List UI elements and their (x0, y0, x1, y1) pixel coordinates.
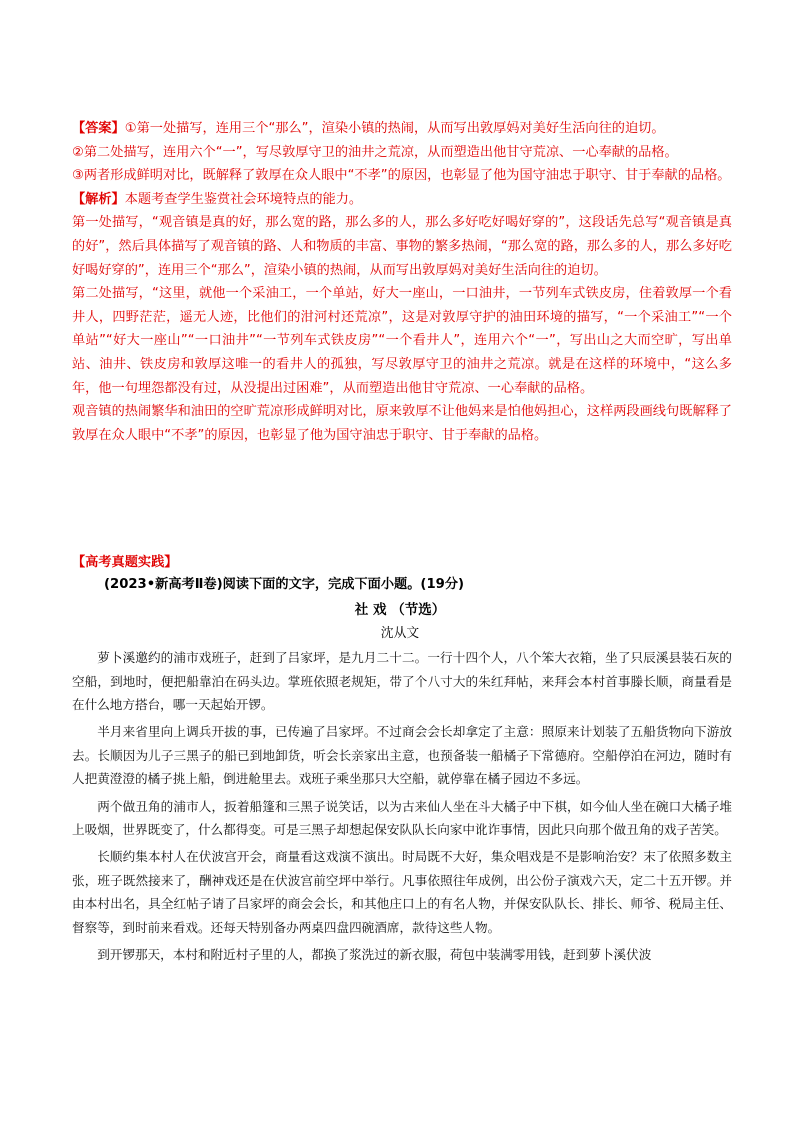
analysis-intro-text: 本题考查学生鉴赏社会环境特点的能力。 (124, 191, 363, 207)
analysis-paragraph-3: 观音镇的热闹繁华和油田的空旷荒凉形成鲜明对比，原来敦厚不让他妈来是怕他妈担心，这样两段画线句既解释了敦厚在众人眼中“不孝”的原因，也彰显了他为国守油忠于职守、甘于奉献的品格。 (72, 404, 732, 443)
analysis-tag: 【解析】 (72, 191, 125, 207)
story-body (72, 646, 732, 970)
question-prompt: (2023•新高考Ⅱ卷)阅读下面的文字，完成下面小题。(19分) (104, 577, 465, 592)
analysis-paragraph-1: 第一处描写，“观音镇是真的好，那么宽的路，那么多的人，那么多好吃好喝好穿的”，这段话先总写“观音镇是真的好”，然后具体描写了观音镇的路、人和物质的丰富、事物的繁多热闹，“那么宽的路，那么多的人，那么多好吃好喝好穿的”，连用三个“那么”，渲染小镇的热闹，从而写出敦厚妈对美好生活向往的迫切。 (72, 215, 732, 278)
answer-text-1: ①第一处描写，连用三个“那么”，渲染小镇的热闹，从而写出敦厚妈对美好生活向往的迫切。 (124, 121, 665, 136)
answer-line-3: ③两者形成鲜明对比，既解释了敦厚在众人眼中“不孝”的原因，也彰显了他为国守油忠于职守、甘于奉献的品格。 (72, 168, 731, 184)
analysis-intro (72, 188, 732, 212)
story-paragraph: 萝卜溪邀约的浦市戏班子，赶到了吕家坪，是九月二十二。一行十四个人，八个笨大衣箱，坐了只辰溪县装石灰的空船，到地时，便把船靠泊在码头边。掌班依照老规矩，带了个八寸大的朱红拜帖，来拜会本村首事滕长顺，商量看是在什么地方搭台，哪一天起始开锣。 (72, 650, 732, 713)
story-paragraph: 半月来省里向上调兵开拔的事，已传遍了吕家坪。不过商会会长却拿定了主意：照原来计划装了五船货物向下游放去。长顺因为儿子三黑子的船已到地卸货，听会长亲家出主意，也预备装一船橘子下常德府。空船停泊在河边，随时有人把黄澄澄的橘子挑上船，倒进舱里去。戏班子乘坐那只大空船，就停靠在橘子园边不多远。 (72, 724, 732, 787)
answer-line-1 (72, 117, 732, 141)
story-title: 社 戏 （节选） (354, 602, 446, 618)
story-author: 沈从文 (380, 626, 420, 641)
section-heading: 【高考真题实践】 (72, 555, 178, 570)
answer-tag: 【答案】 (72, 121, 125, 136)
story-paragraph: 长顺约集本村人在伏波宫开会，商量看这戏演不演出。时局既不大好，集众唱戏是不是影响治安？末了依照多数主张，班子既然接来了，酬神戏还是在伏波宫前空坪中举行。凡事依照往年成例，出公份子演戏六天，定二十五开锣。并由本村出名，具全红帖子请了吕家坪的商会会长，和其他庄口上的有名人物，并保安队队长、排长、师爷、税局主任、督察等，到时前来看戏。还每天特别备办两桌四盘四碗酒席，款待这些人物。 (72, 849, 732, 936)
analysis-paragraph-2: 第二处描写，“这里，就他一个采油工，一个单站，好大一座山，一口油井，一节列车式铁皮房，住着敦厚一个看井人，四野茫茫，遥无人迹，比他们的泔河村还荒凉”，这是对敦厚守护的油田环境的描写，“一个采油工”“一个单站”“好大一座山”“一口油井”“一节列车式铁皮房”“一个看井人”，连用六个“一”，写出山之大而空旷，写出单站、油井、铁皮房和敦厚这唯一的看井人的孤独，写尽敦厚守卫的油井之荒凉。就是在这样的环境中，“这么多年，他一句埋怨都没有过，从没提出过困难”，从而塑造出他甘守荒凉、一心奉献的品格。 (72, 286, 732, 396)
story-paragraph: 到开锣那天，本村和附近村子里的人，都换了浆洗过的新衣服，荷包中装满零用钱，赶到萝卜溪伏波 (97, 947, 652, 963)
story-paragraph: 两个做丑角的浦市人，扳着船篷和三黑子说笑话，以为古来仙人坐在斗大橘子中下棋，如今仙人坐在碗口大橘子堆上吸烟，世界既变了，什么都得变。可是三黑子却想起保安队队长向家中讹诈事情，因此只向那个做丑角的戏子苦笑。 (72, 798, 732, 838)
answer-analysis-block (72, 117, 732, 447)
answer-line-2: ②第二处描写，连用六个“一”，写尽敦厚守卫的油井之荒凉，从而塑造出他甘守荒凉、一心奉献的品格。 (72, 144, 678, 160)
